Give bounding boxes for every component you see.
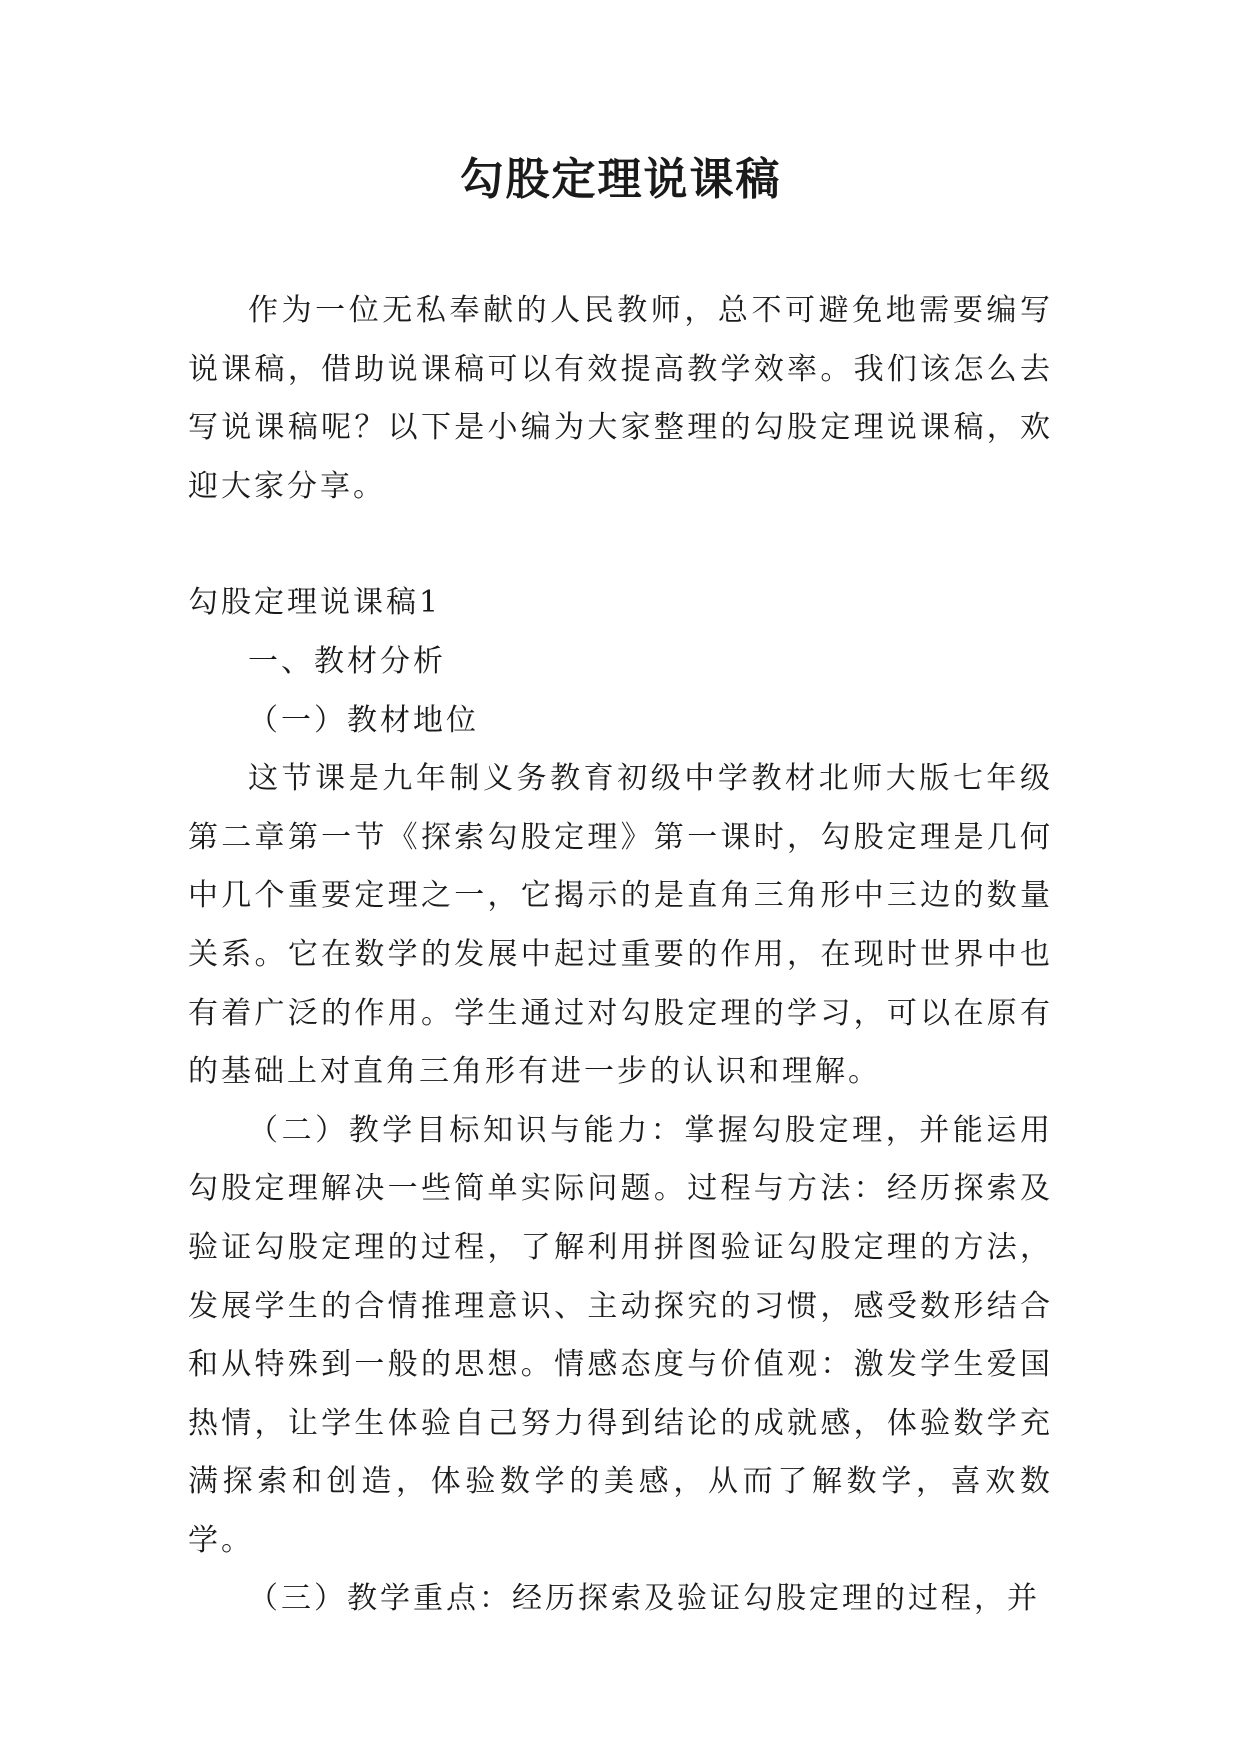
paragraph-teaching-goals: （二）教学目标知识与能力：掌握勾股定理，并能运用勾股定理解决一些简单实际问题。过程与方法：经历探索及验证勾股定理的过程，了解利用拼图验证勾股定理的方法，发展学生的合情推理意识、主动探究的习惯，感受数形结合和从特殊到一般的思想。情感态度与价值观：激发学生爱国热情，让学生体验自己努力得到结论的成就感，体验数学充满探索和创造，体验数学的美感，从而了解数学，喜欢数学。 [188, 1112, 1053, 1558]
document-body [188, 282, 1053, 1629]
intro-paragraph: 作为一位无私奉献的人民教师，总不可避免地需要编写说课稿，借助说课稿可以有效提高教学效率。我们该怎么去写说课稿呢？以下是小编为大家整理的勾股定理说课稿，欢迎大家分享。 [188, 293, 1053, 504]
heading-textbook-analysis: 一、教材分析 [248, 643, 446, 679]
subheading-textbook-status: （一）教材地位 [248, 702, 479, 738]
paragraph-teaching-focus: （三）教学重点：经历探索及验证勾股定理的过程，并 [248, 1581, 1040, 1617]
document-title: 勾股定理说课稿 [459, 154, 782, 205]
section-title: 勾股定理说课稿1 [188, 585, 442, 621]
paragraph-textbook-status: 这节课是九年制义务教育初级中学教材北师大版七年级第二章第一节《探索勾股定理》第一课时，勾股定理是几何中几个重要定理之一，它揭示的是直角三角形中三边的数量关系。它在数学的发展中起过重要的作用，在现时世界中也有着广泛的作用。学生通过对勾股定理的学习，可以在原有的基础上对直角三角形有进一步的认识和理解。 [188, 761, 1053, 1090]
